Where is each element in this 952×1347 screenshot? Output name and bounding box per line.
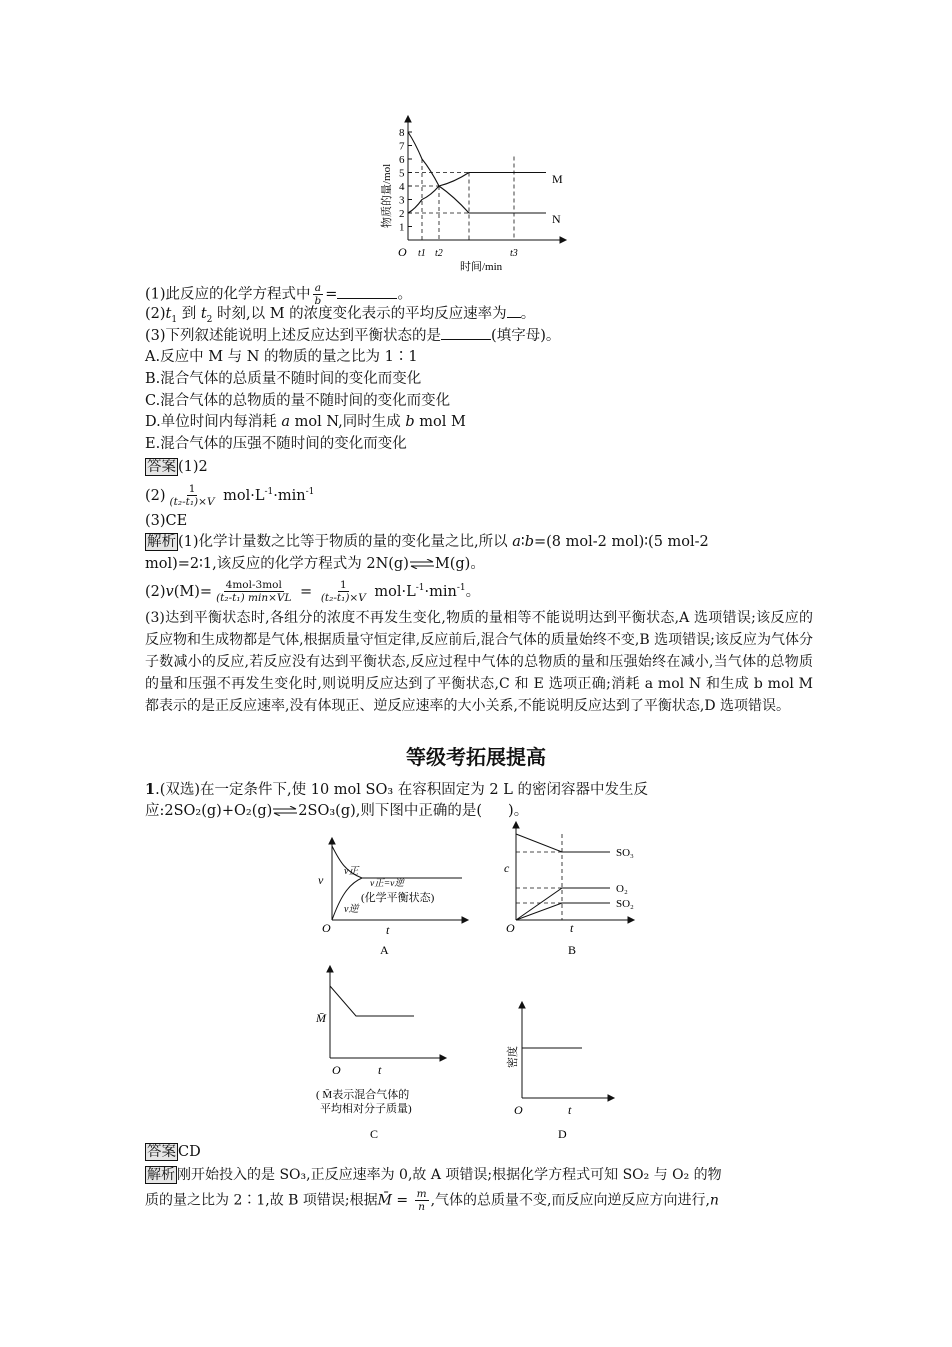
svg-text:SO₃: SO₃ [616,847,634,859]
svg-text:O: O [506,921,515,935]
svg-text:D: D [558,1127,567,1141]
question-3: (3)下列叙述能说明上述反应达到平衡状态的是 (填字母)。 [145,325,560,346]
explanation-tag: 解析 [147,534,176,550]
explanation-1-line-2: mol)=2∶1,该反应的化学方程式为 2N(g) M(g)。 [145,556,485,572]
y-tick-label: 2 [399,208,405,220]
answer-1-part-3: (3)CE [145,513,188,529]
svg-text:( M̄表示混合气体的: ( M̄表示混合气体的 [316,1089,410,1101]
y-tick-label: 5 [399,167,405,180]
equilibrium-arrow-icon [409,559,435,569]
question-double-choice: 1.(双选)在一定条件下,使 10 mol SO₃ 在容积固定为 2 L 的密闭容器中发生反 [145,781,648,798]
explanation-1-line-1: 解析 (1)化学计量数之比等于物质的量的变化量之比,所以 a∶b=(8 mol-2 mol)∶(5 mol-2 [147,534,709,550]
x-axis-label: 时间/min [460,261,503,273]
x-tick-label: t2 [435,248,443,259]
top-chart [378,106,578,276]
answer-tag: 答案 [147,1144,176,1160]
question-double-choice-line-2: 应:2SO₂(g)+O₂(g) 2SO₃(g),则下图中正确的是( )。 [145,803,529,819]
explanation-2-line-1: 解析 刚开始投入的是 SO₃,正反应速率为 0,故 A 项错误;根据化学方程式可知 SO₂ 与 O₂ 的物 [147,1167,722,1183]
series-m-label: M [552,172,563,186]
explanation-tag: 解析 [147,1167,175,1183]
option-c: C.混合气体的总物质的量不随时间的变化而变化 [145,393,451,409]
svg-text:M̄: M̄ [316,1011,326,1025]
series-n-label: N [552,212,561,226]
explanation-1-paragraph: (3)达到平衡状态时,各组分的浓度不再发生变化,物质的量相等不能说明达到平衡状态,A 选项错误;该反应的反应物和生成物都是气体,根据质量守恒定律,反应前后,混合气体的质量始终不变,B 选项错误;该反应为气体分子数减小的反应,若反应没有达到平衡状态,反应过程中气体的总物质的量和压强始终在减小,当气体的总物质的量和压强不再发生变化时,则说明反应达到了平衡状态,C 和 E 选项正确;消耗 a mol N 和生成 b mol M 都表示的是正反应速率,没有体现正、逆反应速率的大小关系,不能说明反应达到了平衡状态,D 选项错误。 [145,610,813,714]
svg-text:O: O [514,1103,523,1117]
answer-tag: 答案 [147,459,176,475]
answer-2: 答案 CD [147,1144,201,1160]
graph-c [300,964,460,1148]
y-tick-label: 6 [399,154,405,166]
svg-text:C: C [370,1127,379,1141]
svg-text:B: B [568,943,577,957]
explanation-2-line-2: 质的量之比为 2∶1,故 B 项错误;根据M̄ = $\frac{m}{n}$ ,气体的总质量不变,而反应向逆反应方向进行,n [145,1188,719,1213]
option-e: E.混合气体的压强不随时间的变化而变化 [145,436,407,452]
option-b: B.混合气体的总质量不随时间的变化而变化 [145,371,422,387]
explanation-1-line-3: (2)v(M)= $\frac{\text{4mol-3mol}}{\text{(t₂-t₁) min×VL}}$ = $\frac{1}{\text{(t₂-t₁)×V}}$ $mol\cdot L^{-1}\cdot\min^{-1}$。 [145,579,481,605]
y-tick-label: 3 [399,194,405,207]
svg-text:(化学平衡状态): (化学平衡状态) [361,892,435,904]
svg-text:O₂: O₂ [616,883,628,895]
answer-1: 答案 (1)2 [147,459,208,475]
y-tick-label: 1 [399,221,405,234]
question-1: (1)此反应的化学方程式中 $\frac{a}{b}$ = 。 [145,282,412,307]
svg-text:SO₂: SO₂ [616,898,634,910]
question-2: $(2)t_1$ 到 $t_2$ 时刻,以 M 的浓度变化表示的平均反应速率为 。 [145,303,535,330]
svg-text:t: t [568,1103,572,1117]
graph-d [500,998,630,1148]
y-tick-label: 4 [399,181,405,193]
y-axis-label: 物质的量/mol [381,163,393,228]
svg-text:O: O [332,1063,341,1077]
equilibrium-arrow-icon [272,806,298,816]
svg-text:v逆: v逆 [344,904,359,915]
x-tick-label: t1 [418,248,426,259]
y-tick-label: 8 [399,127,405,139]
series-m-line [408,173,546,214]
svg-text:A: A [380,943,389,957]
svg-text:t: t [378,1063,382,1077]
x-tick-label: t3 [510,248,518,259]
option-d: D.单位时间内每消耗 a mol N,同时生成 b mol M [145,414,466,430]
graph-a [314,836,474,966]
section-heading: 等级考拓展提高 [406,745,546,769]
svg-text:v: v [318,873,324,887]
svg-text:平均相对分子质量): 平均相对分子质量) [320,1103,412,1115]
graph-b [500,820,660,966]
svg-text:v正: v正 [344,866,359,877]
svg-text:c: c [504,861,510,875]
y-tick-label: 7 [399,140,405,153]
svg-text:t: t [570,921,574,935]
svg-text:v正=v逆: v正=v逆 [370,879,404,889]
origin-label: O [398,245,407,259]
svg-text:t: t [386,923,390,937]
answer-1-part-2: (2) $\frac{1}{\text{(t₂-t₁)×V}}$ $mol\cdot L^{-1}\cdot\min^{-1}$ [145,483,315,509]
option-a: A.反应中 M 与 N 的物质的量之比为 1∶1 [145,349,418,365]
svg-text:密度: 密度 [507,1046,519,1068]
svg-text:O: O [322,921,331,935]
